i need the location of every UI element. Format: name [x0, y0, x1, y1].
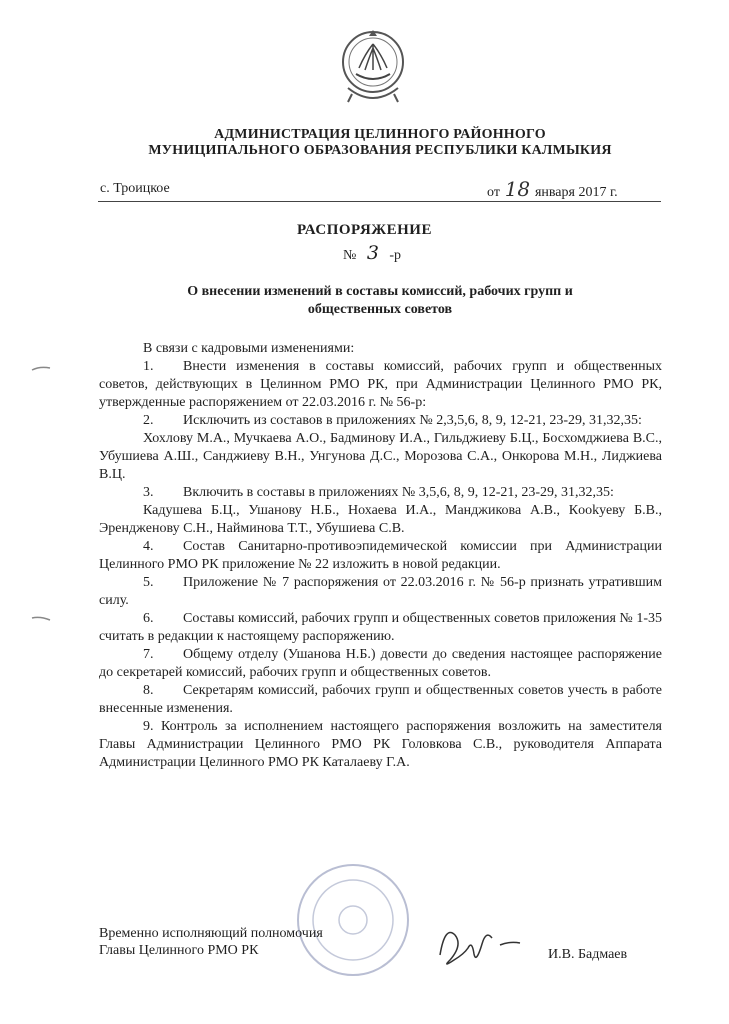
date-month-year: января 2017 г.	[534, 185, 618, 200]
body-item-2	[99, 412, 662, 430]
item-number: 4.	[143, 539, 154, 554]
organization-name-line2: МУНИЦИПАЛЬНОГО ОБРАЗОВАНИЯ РЕСПУБЛИКИ КАЛМЫКИЯ	[148, 143, 612, 158]
body-item-5	[99, 574, 662, 610]
body-item-3	[99, 484, 662, 502]
item-number: 7.	[143, 647, 154, 662]
item-text: Исключить из составов в приложениях № 2,3,5,6, 8, 9, 12-21, 23-29, 31,32,35:	[183, 413, 642, 428]
document-body	[99, 340, 662, 772]
body-item-4	[99, 538, 662, 574]
subject-line2: общественных советов	[307, 302, 453, 317]
document-place: с. Троицкое	[100, 181, 170, 196]
signatory-position-line2: Главы Целинного РМО РК	[99, 943, 259, 958]
body-item-3-names: Кадушева Б.Ц., Ушанову Н.Б., Нохаева И.А., Манджикова А.В., Кookуеву Б.В., Эренджeнову С.Н., Найминова Т.Т., Убушиева С.В.	[99, 503, 662, 536]
item-text: Внести изменения в составы комиссий, рабочих групп и общественных советов, действующих в Целинном РМО РК, при Администрации Целинного РМО РК, утвержденные распоряжением от 22.03.2016 г. № 56-р:	[99, 359, 662, 410]
signatory-name: И.В. Бадмаев	[548, 947, 628, 962]
item-text: Состав Санитарно-противоэпидемической комиссии при Администрации Целинного РМО РК приложение № 22 изложить в новой редакции.	[99, 539, 662, 572]
header-divider	[98, 201, 661, 202]
signatory-position-line1: Временно исполняющий полномочия	[99, 926, 323, 941]
body-item-9: 9. Контроль за исполнением настоящего распоряжения возложить на заместителя Главы Администрации Целинного РМО РК Головкова С.В., руководителя Аппарата Администрации Целинного РМО РК Каталаеву Г.А.	[99, 719, 662, 770]
body-item-6	[99, 610, 662, 646]
date-day-handwritten: 18	[504, 177, 531, 201]
subject-line1: О внесении изменений в составы комиссий, рабочих групп и	[187, 284, 573, 299]
number-suffix: -р	[389, 248, 402, 263]
item-number: 3.	[143, 485, 154, 500]
body-item-2-names: Хохлову М.А., Мучкаева А.О., Бадминову И.А., Гильджиеву Б.Ц., Босхомджиева В.С., Убушиева А.Ш., Санджиеву В.Н., Унгунова Д.С., Морозова С.А., Онкорова М.Н., Лиджиева В.Ц.	[99, 431, 662, 482]
item-text: Общему отделу (Ушанова Н.Б.) довести до сведения настоящее распоряжение до секретарей комиссий, рабочих групп и общественных советов.	[99, 647, 662, 680]
item-text: Приложение № 7 распоряжения от 22.03.2016 г. № 56-р признать утратившим силу.	[99, 575, 662, 608]
body-intro: В связи с кадровыми изменениями:	[143, 341, 355, 356]
item-number: 2.	[143, 413, 154, 428]
document-date	[487, 177, 618, 201]
number-prefix: №	[343, 248, 357, 263]
scan-margin-mark	[30, 612, 52, 624]
coat-of-arms-emblem	[338, 18, 408, 110]
scan-margin-mark	[30, 362, 52, 374]
item-text: Секретарям комиссий, рабочих групп и общественных советов учесть в работе внесенные изменения.	[99, 683, 662, 716]
signatory-position	[99, 925, 323, 959]
item-number: 5.	[143, 575, 154, 590]
body-item-7	[99, 646, 662, 682]
item-number: 8.	[143, 683, 154, 698]
handwritten-signature	[430, 915, 530, 975]
document-number	[343, 242, 401, 264]
official-stamp	[278, 860, 428, 980]
document-subject	[120, 283, 640, 319]
item-text: Включить в составы в приложениях № 3,5,6, 8, 9, 12-21, 23-29, 31,32,35:	[183, 485, 614, 500]
body-item-8	[99, 682, 662, 718]
item-number: 6.	[143, 611, 154, 626]
date-prefix: от	[487, 185, 500, 200]
number-handwritten: 3	[366, 242, 379, 264]
item-text: Составы комиссий, рабочих групп и общественных советов приложения № 1-35 считать в редакции к настоящему распоряжению.	[99, 611, 662, 644]
organization-name-line1: АДМИНИСТРАЦИЯ ЦЕЛИННОГО РАЙОННОГО	[214, 127, 546, 142]
body-item-1	[99, 358, 662, 412]
document-title: РАСПОРЯЖЕНИЕ	[297, 222, 432, 238]
item-number: 1.	[143, 359, 154, 374]
